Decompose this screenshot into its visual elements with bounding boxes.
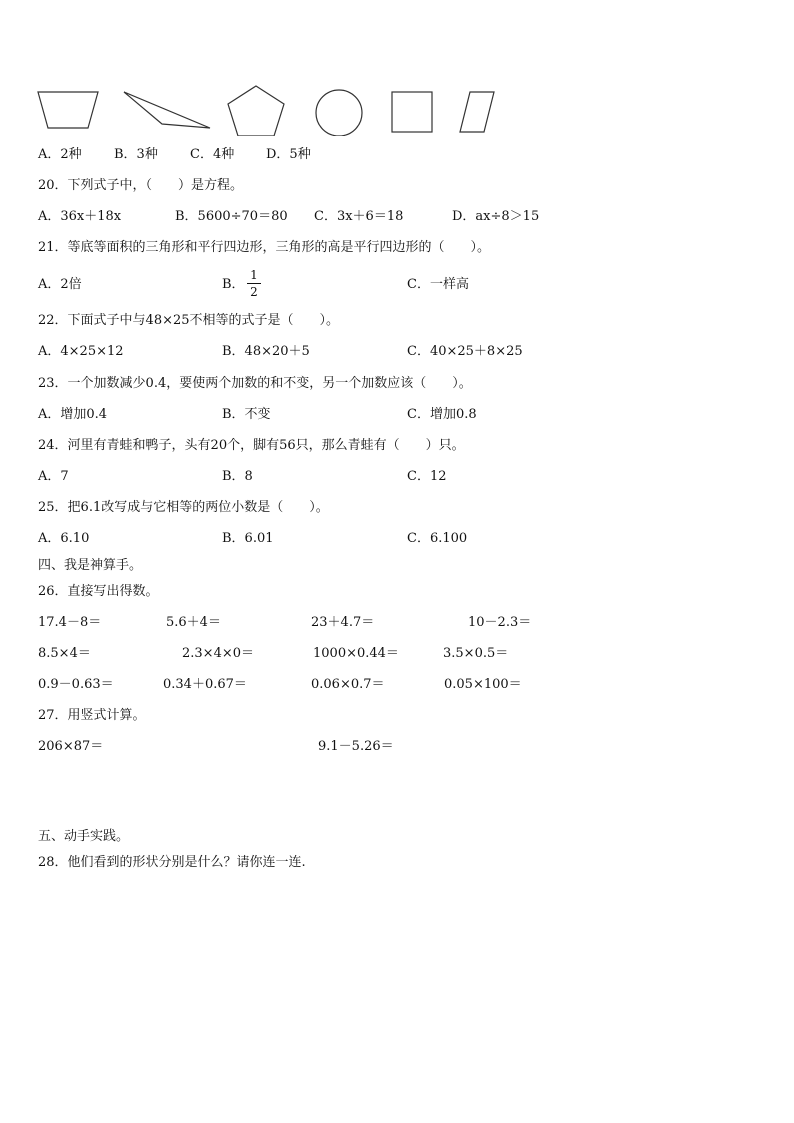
square-shape (392, 92, 432, 132)
q20-option-d: D．ax÷8＞15 (452, 209, 540, 224)
q25-option-b: B．6.01 (222, 531, 274, 546)
q24-option-c: C．12 (407, 469, 447, 484)
q28-stem: 28．他们看到的形状分别是什么？请你连一连. (38, 855, 306, 870)
q26-item: 0.05×100＝ (444, 677, 522, 692)
q21-option-c: C．一样高 (407, 277, 469, 292)
q22-option-a: A．4×25×12 (38, 344, 124, 359)
fraction-denominator: 2 (250, 285, 258, 299)
q21-option-a: A．2倍 (38, 277, 82, 292)
q26-item: 8.5×4＝ (38, 646, 91, 661)
q26-item: 0.06×0.7＝ (311, 677, 385, 692)
circle-shape (316, 90, 362, 136)
q25-stem: 25．把6.1改写成与它相等的两位小数是（ ）。 (38, 500, 329, 515)
q23-option-c: C．增加0.8 (407, 407, 477, 422)
q27-item: 9.1－5.26＝ (318, 739, 394, 754)
section-4-heading: 四、我是神算手。 (38, 558, 143, 573)
q24-option-b: B．8 (222, 469, 253, 484)
q21-option-b-label: B． (222, 277, 245, 292)
q19-option-c: C．4种 (190, 147, 235, 162)
q26-stem: 26．直接写出得数。 (38, 584, 159, 599)
q20-option-a: A．36x＋18x (38, 209, 122, 224)
q19-option-a: A．2种 (38, 147, 82, 162)
q24-stem: 24．河里有青蛙和鸭子，头有20个，脚有56只，那么青蛙有（ ）只。 (38, 438, 465, 453)
q26-item: 0.34＋0.67＝ (163, 677, 247, 692)
q26-item: 2.3×4×0＝ (182, 646, 255, 661)
q23-stem: 23．一个加数减少0.4，要使两个加数的和不变，另一个加数应该（ ）。 (38, 376, 472, 391)
q27-stem: 27．用竖式计算。 (38, 708, 146, 723)
q26-item: 1000×0.44＝ (313, 646, 399, 661)
q26-item: 0.9－0.63＝ (38, 677, 114, 692)
q26-item: 5.6＋4＝ (166, 615, 221, 630)
shape-figures (34, 84, 514, 136)
section-5-heading: 五、动手实践。 (38, 829, 130, 844)
parallelogram-shape (460, 92, 494, 132)
q27-item: 206×87＝ (38, 739, 104, 754)
obtuse-triangle-shape (124, 92, 210, 128)
q23-option-a: A．增加0.4 (38, 407, 108, 422)
q22-stem: 22．下面式子中与48×25不相等的式子是（ ）。 (38, 313, 340, 328)
q25-option-c: C．6.100 (407, 531, 468, 546)
fraction-numerator: 1 (250, 268, 258, 282)
fraction-bar (247, 283, 261, 284)
pentagon-shape (228, 86, 284, 136)
q22-option-c: C．40×25＋8×25 (407, 344, 523, 359)
trapezoid-shape (38, 92, 98, 128)
q26-item: 23＋4.7＝ (311, 615, 375, 630)
q19-option-d: D．5种 (266, 147, 311, 162)
q19-option-b: B．3种 (114, 147, 158, 162)
q21-stem: 21．等底等面积的三角形和平行四边形，三角形的高是平行四边形的（ ）。 (38, 240, 491, 255)
q22-option-b: B．48×20＋5 (222, 344, 310, 359)
q23-option-b: B．不变 (222, 407, 271, 422)
q20-option-c: C．3x＋6＝18 (314, 209, 404, 224)
q25-option-a: A．6.10 (38, 531, 90, 546)
q26-item: 3.5×0.5＝ (443, 646, 509, 661)
q20-stem: 20．下列式子中，（ ）是方程。 (38, 178, 244, 193)
q21-option-b-fraction (247, 268, 261, 299)
q20-option-b: B．5600÷70＝80 (175, 209, 288, 224)
q24-option-a: A．7 (38, 469, 69, 484)
q26-item: 10－2.3＝ (468, 615, 532, 630)
q26-item: 17.4－8＝ (38, 615, 102, 630)
